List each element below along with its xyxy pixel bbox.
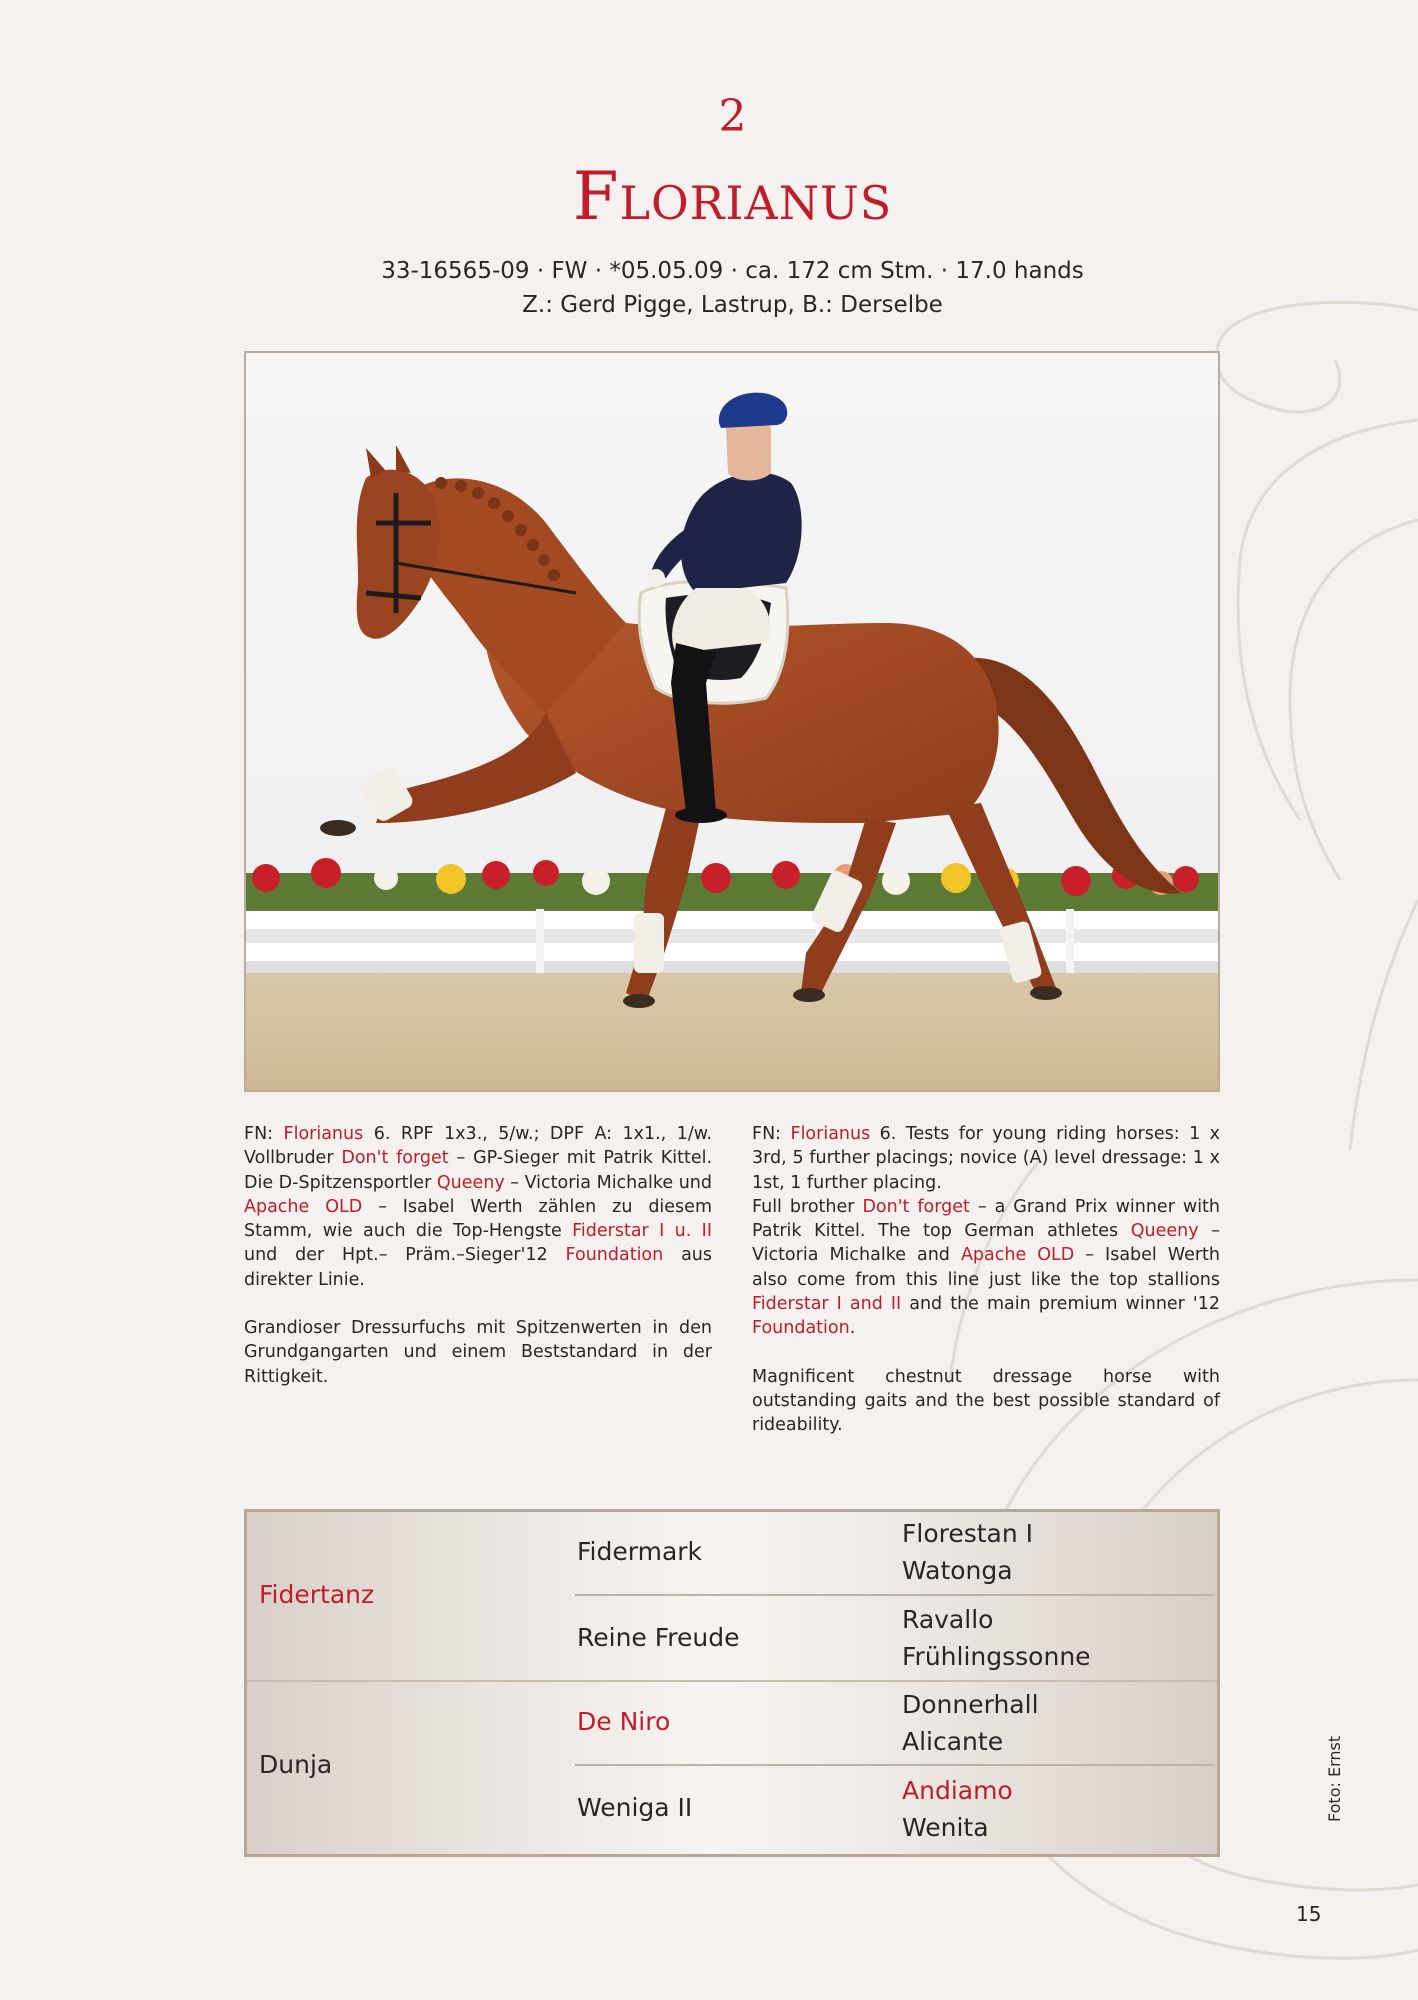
english-paragraph-lineage [752, 1195, 1220, 1341]
pedigree-divider [247, 1680, 1217, 1682]
german-description [244, 1122, 712, 1413]
highlighted-name: Apache OLD [244, 1196, 363, 1217]
text-run: und der Hpt.– Präm.–Sieger'12 [244, 1245, 566, 1266]
highlighted-name: Queeny [1130, 1221, 1199, 1242]
highlighted-name: Apache OLD [960, 1245, 1075, 1266]
text-run: – Victoria Michalke und [504, 1172, 712, 1193]
text-run: aus direkter Linie. [244, 1245, 712, 1290]
pedigree-dd-sire: Andiamo [902, 1776, 1013, 1805]
pedigree-ss-sire: Florestan I [902, 1519, 1034, 1548]
text-run: – Isabel Werth zählen zu diesem Stamm, wie auch die Top-Hengste [244, 1196, 712, 1242]
highlighted-name: Foundation [565, 1245, 664, 1266]
pedigree-sire: Fidertanz [259, 1580, 375, 1609]
pedigree-ds-dam: Alicante [902, 1727, 1004, 1756]
german-paragraph-results [244, 1122, 712, 1292]
pedigree-ss-dam: Watonga [902, 1556, 1013, 1585]
text-run: – GP-Sieger mit Patrik Kittel. Die D-Spitzensportler [244, 1148, 713, 1193]
text-run: – Victoria Michalke and [752, 1221, 1220, 1266]
horse-details-line: 33-16565-09 · FW · *05.05.09 · ca. 172 cm Stm. · 17.0 hands [381, 258, 1084, 284]
english-paragraph-summary: Magnificent chestnut dressage horse with outstanding gaits and the best possible standard of rideability. [752, 1366, 1220, 1436]
german-paragraph-summary: Grandioser Dressurfuchs mit Spitzenwerten in den Grundgangarten und einem Beststandard in der Rittigkeit. [244, 1318, 712, 1387]
text-run: – a Grand Prix winner with Patrik Kittel. The top German athletes [752, 1196, 1221, 1242]
pedigree-dam-dam: Weniga II [577, 1793, 693, 1822]
arena-fence [246, 909, 1218, 975]
pedigree-sire-dam: Reine Freude [577, 1623, 740, 1652]
pedigree-table [244, 1509, 1220, 1857]
lot-number: 2 [718, 91, 747, 142]
highlighted-name: Florianus [283, 1124, 364, 1144]
highlighted-name: Don't forget [341, 1148, 449, 1169]
english-description [752, 1122, 1220, 1462]
english-paragraph-results [752, 1122, 1220, 1195]
text-run: and the main premium winner '12 [901, 1294, 1220, 1315]
highlighted-name: Foundation [752, 1318, 850, 1339]
highlighted-name: Fiderstar I u. II [572, 1221, 712, 1242]
pedigree-dd-dam: Wenita [902, 1813, 989, 1842]
breeder-line: Z.: Gerd Pigge, Lastrup, B.: Derselbe [522, 292, 943, 318]
text-run: 6. RPF 1x3., 5/w.; DPF A: 1x1., 1/w. Vollbruder [244, 1124, 712, 1169]
highlighted-name: Fiderstar I and II [752, 1294, 902, 1315]
text-run: . [849, 1318, 856, 1339]
page-number: 15 [1296, 1902, 1322, 1926]
pedigree-divider [575, 1764, 1215, 1766]
pedigree-sire-sire: Fidermark [577, 1537, 703, 1566]
highlighted-name: Florianus [790, 1124, 871, 1144]
photo-credit: Foto: Ernst [1325, 1735, 1344, 1822]
pedigree-dam-sire: De Niro [577, 1707, 671, 1736]
text-run: FN: [244, 1124, 284, 1144]
text-run: Full brother [752, 1196, 863, 1217]
text-run: FN: [752, 1124, 791, 1144]
highlighted-name: Don't forget [862, 1196, 970, 1217]
pedigree-divider [575, 1594, 1215, 1596]
pedigree-sd-dam: Frühlingssonne [902, 1642, 1091, 1671]
highlighted-name: Queeny [436, 1172, 505, 1193]
text-run: 6. Tests for young riding horses: 1 x 3rd, 5 further placings; novice (A) level dressage: 1 x 1st, 1 further placing. [752, 1124, 1220, 1193]
pedigree-sd-sire: Ravallo [902, 1605, 994, 1634]
horse-name-title: Florianus [572, 158, 893, 235]
horse-photo [244, 351, 1220, 1092]
text-run: – Isabel Werth also come from this line just like the top stallions [752, 1245, 1220, 1290]
pedigree-ds-sire: Donnerhall [902, 1690, 1039, 1719]
pedigree-dam: Dunja [259, 1750, 333, 1779]
